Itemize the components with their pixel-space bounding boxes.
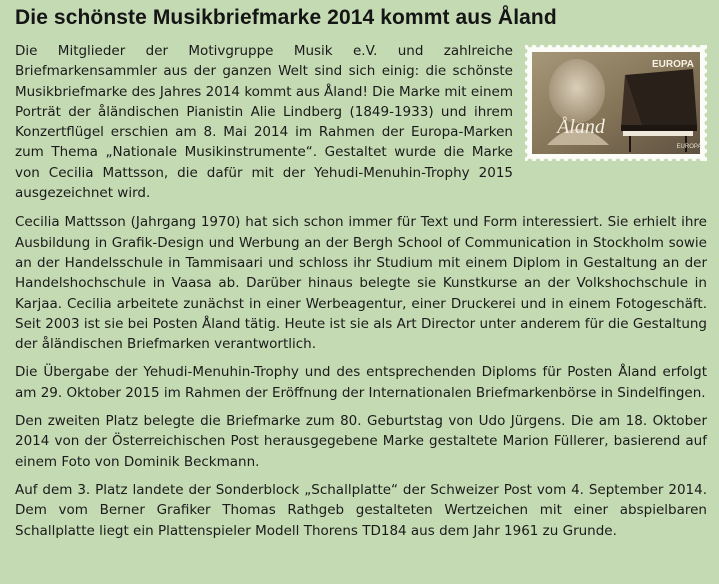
stamp-graphic xyxy=(525,45,707,161)
article-title: Die schönste Musikbriefmarke 2014 kommt aus Åland xyxy=(15,6,557,29)
stamp-brand: EUROPA xyxy=(651,59,695,70)
stamp-image xyxy=(525,45,707,161)
article-paragraph: Den zweiten Platz belegte die Briefmarke zum 80. Geburtstag von Udo Jürgens. Die am 18. Oktober 2014 von der Österreichischen Post herausgegebene Marke gestaltete Marion Füllerer, basierend auf einem Foto von Dominik Beckmann. xyxy=(15,413,707,470)
article-body xyxy=(15,41,707,541)
portrait-icon xyxy=(549,59,605,123)
article-paragraph: Die Übergabe der Yehudi-Menuhin-Trophy und des entsprechenden Diploms für Posten Åland erfolgt am 29. Oktober 2015 im Rahmen der Eröffnung der Internationalen Briefmarkenbörse in Sindelfingen. xyxy=(15,364,707,401)
article-paragraph: Auf dem 3. Platz landete der Sonderblock „Schallplatte“ der Schweizer Post vom 4. September 2014. Dem vom Berner Grafiker Thomas Rathgeb gestalteten Wertzeichen mit einer abspielbaren Schallplatte liegt ein Plattenspieler Modell Thorens TD184 aus dem Jahr 1961 zu Grunde. xyxy=(15,481,707,539)
article-paragraph: Die Mitglieder der Motivgruppe Musik e.V. und zahlreiche Briefmarkensammler aus der ganzen Welt sind sich einig: die schönste Musikbriefmarke des Jahres 2014 kommt aus Åland! Die Marke mit einem Porträt der åländischen Pianistin Alie Lindberg (1849-1933) und ihrem Konzertflügel erschien am 8. Mai 2014 im Rahmen der Europa-Marken zum Thema „Nationale Musikinstrumente“. Gestaltet wurde die Marke von Cecilia Mattsson, die dafür mit der Yehudi-Menuhin-Trophy 2015 ausgezeichnet wird. xyxy=(15,43,513,202)
article-paragraph: Cecilia Mattsson (Jahrgang 1970) hat sich schon immer für Text und Form interessiert. Sie erhielt ihre Ausbildung in Grafik-Design und Werbung an der Bergh School of Communication in Stockholm sowie an der Handelsschule in Tammisaari und schloss ihr Studium mit einem Diplom in Gestaltung an der Handelshochschule in Vaasa ab. Darüber hinaus belegte sie Kunstkurse an der Volkshochschule in Karjaa. Cecilia arbeitete zunächst in einer Werbeagentur, einer Druckerei und in einem Fotogeschäft. Seit 2003 ist sie bei Posten Åland tätig. Heute ist sie als Art Director unter anderem für die Gestaltung der åländischen Briefmarken verantwortlich. xyxy=(15,214,707,353)
stamp-logo: EUROPA xyxy=(676,144,702,150)
stamp-country: Åland xyxy=(557,116,605,138)
